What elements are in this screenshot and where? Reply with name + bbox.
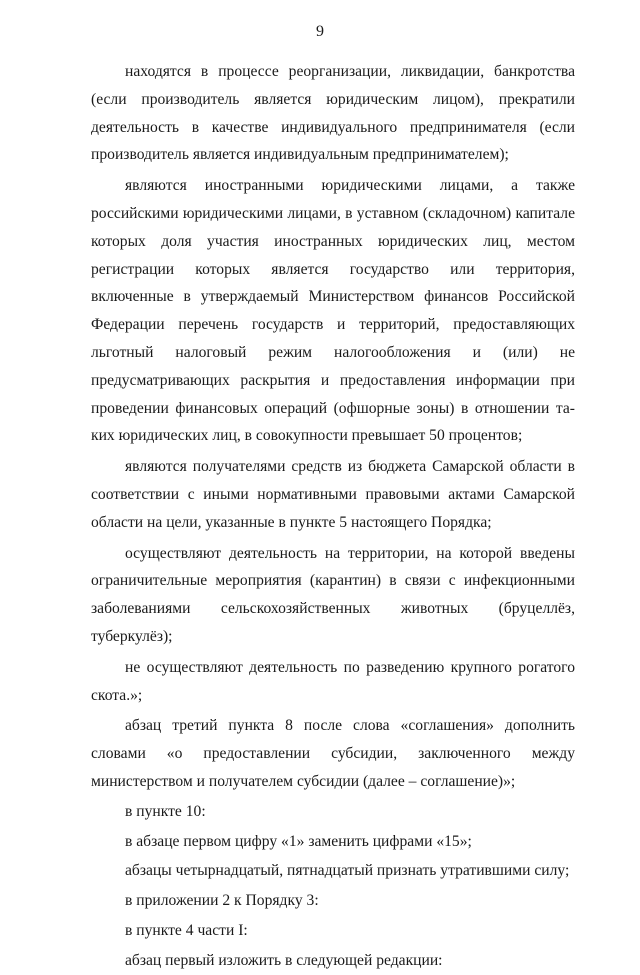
paragraph-point-4: в пункте 4 части I: [125,921,248,939]
page-number: 9 [316,23,324,40]
paragraph-point-8: абзац третий пункта 8 после слова «соглашения» дополнить словами «о предоставлении субсидии, заключенного между министерством и получателем субсидии (далее – соглашение)»; [91,717,575,790]
paragraph-point-10: в пункте 10: [125,802,206,820]
paragraph-foreign-entities: являются иностранными юридическими лицами, а также российскими юридическими лицами, в уставном (складочном) капитале которых доля участия иностранных юридических лиц, местом регистрации которых является государство или территория, включенные в утверждаемый Министерством финансов Российской Федерации перечень государств и территорий, предоставляющих льготный налоговый режим налогообложения и (или) не предусматривающих раскрытия и предоставления информации при проведении финансовых операций (офшорные зоны) в отношении таких юридических лиц, в совокупности превышает 50 процентов; [91,177,575,445]
paragraph-appendix-2: в приложении 2 к Порядку 3: [125,892,319,910]
document-body [91,58,575,975]
paragraph-repeal: абзацы четырнадцатый, пятнадцатый признать утратившими силу; [125,862,570,880]
paragraph-new-edition: абзац первый изложить в следующей редакции: [125,951,443,969]
paragraph-first-abzac: в абзаце первом цифру «1» заменить цифрами «15»; [125,832,472,850]
paragraph-reorganization: находятся в процессе реорганизации, ликвидации, банкротства (если производитель является юридическим лицом), прекратили деятельность в качестве индивидуального предпринимателя (если производитель является индивидуальным предпринимателем); [91,63,575,164]
paragraph-budget-recipients: являются получателями средств из бюджета Самарской области в соответствии с иными нормативными правовыми актами Самарской области на цели, указанные в пункте 5 настоящего Порядка; [91,458,575,531]
paragraph-quarantine: осуществляют деятельность на территории, на которой введены ограничительные мероприятия (карантин) в связи с инфекционными заболеваниями сельскохозяйственных животных (бруцеллёз, туберкулёз); [91,544,575,645]
paragraph-cattle-breeding: не осуществляют деятельность по разведению крупного рогатого скота.»; [91,658,575,704]
